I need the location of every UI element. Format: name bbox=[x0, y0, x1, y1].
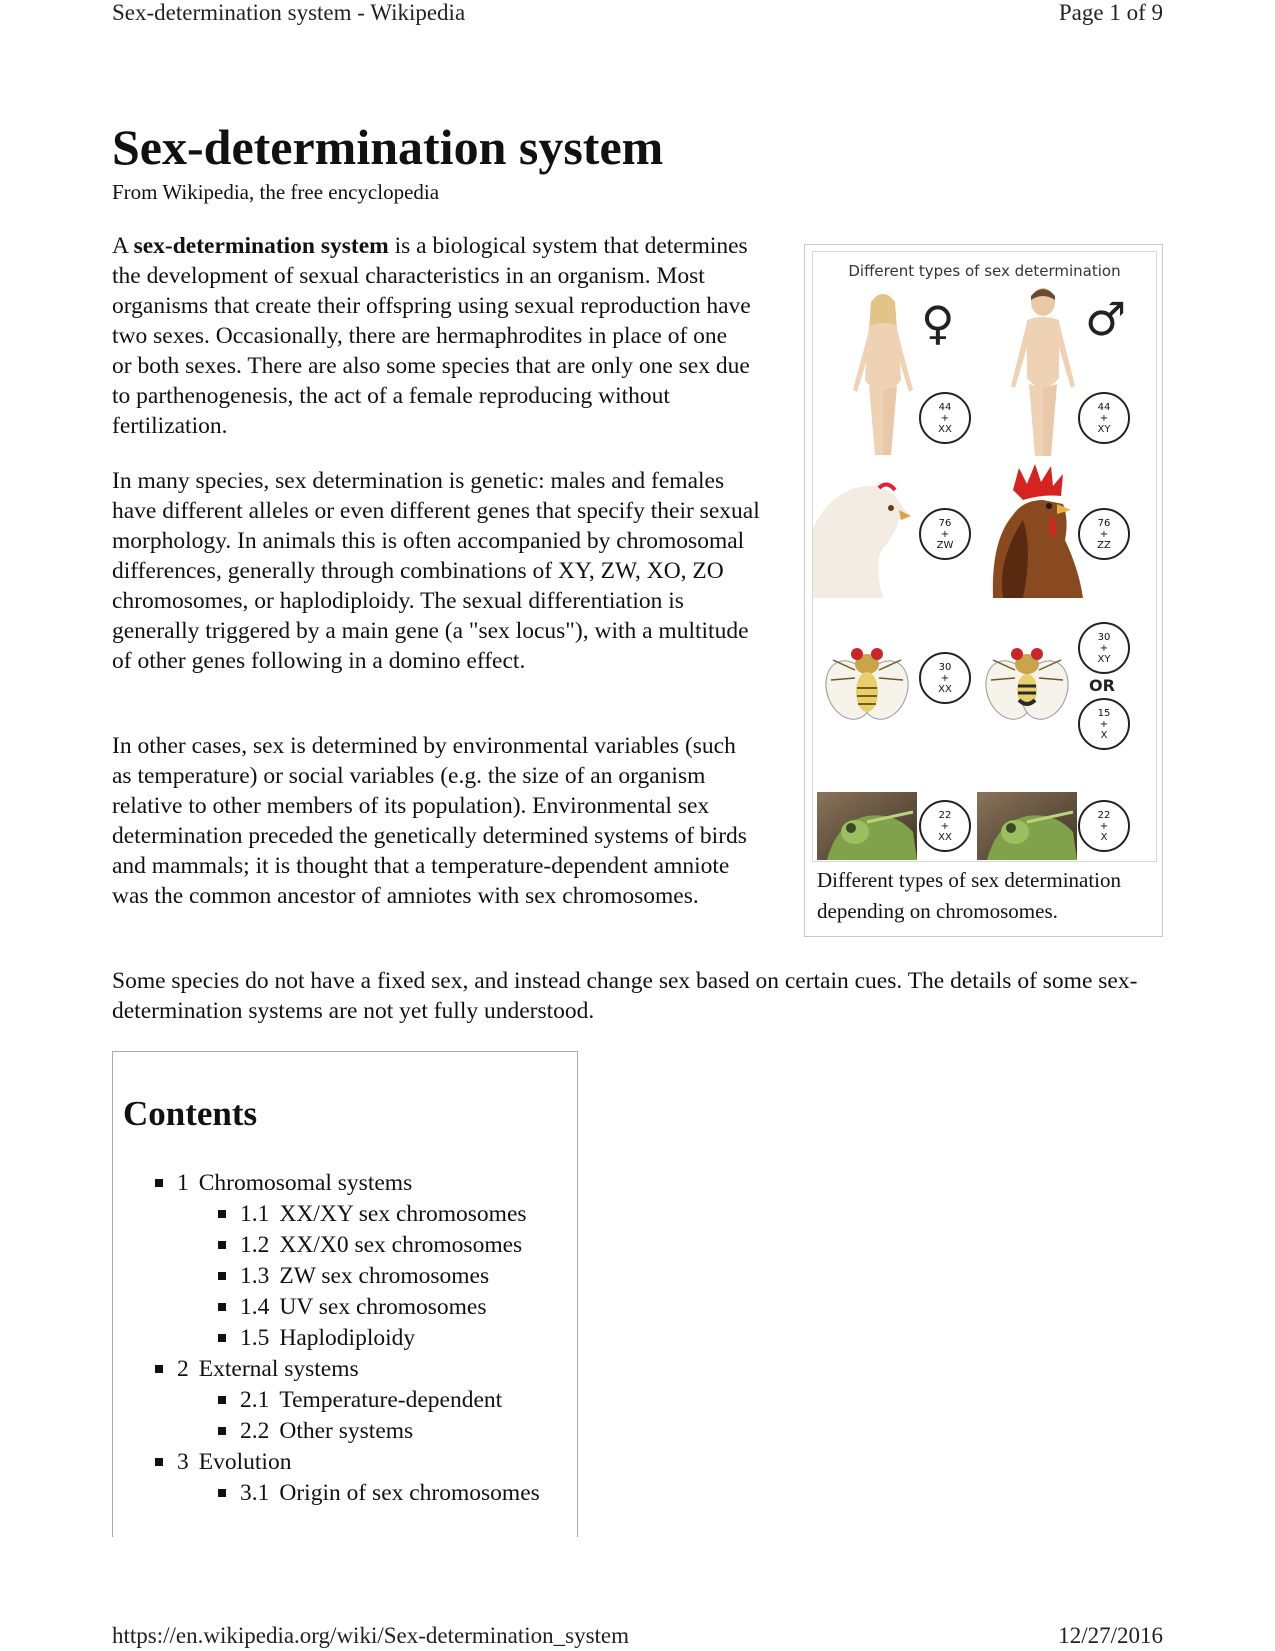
bullet-icon bbox=[218, 1396, 226, 1404]
bullet-icon bbox=[218, 1427, 226, 1435]
male-grasshopper-photo bbox=[977, 792, 1077, 860]
bullet-icon bbox=[155, 1365, 163, 1373]
intro-paragraph-2: In many species, sex determination is genetic: males and females have different alleles or even different genes that specify their sexual morphology. In animals this is often accompanied by chromosomal differences, generally through combinations of XY, ZW, XO, ZO chromosomes, or haplodiploidy. The sexual differentiation is generally triggered by a main gene (a "sex locus"), with a multitude of other genes following in a domino effect. bbox=[112, 468, 760, 674]
hen-badge bbox=[919, 508, 971, 560]
toc-item[interactable] bbox=[218, 1387, 502, 1414]
badge-chromosomes: X bbox=[1100, 729, 1108, 741]
intro-paragraph-1 bbox=[112, 231, 752, 441]
badge-plus: + bbox=[940, 528, 950, 540]
badge-plus: + bbox=[1099, 412, 1109, 424]
page-title: Sex-determination system bbox=[112, 119, 664, 175]
intro-paragraph-4: Some species do not have a fixed sex, and instead change sex based on certain cues. The details of some sex-determination systems are not yet fully understood. bbox=[112, 968, 1138, 1024]
badge-chromosomes: ZW bbox=[936, 539, 954, 551]
badge-chromosomes: XY bbox=[1097, 423, 1111, 435]
badge-plus: + bbox=[1099, 642, 1109, 654]
badge-value: 22 bbox=[1097, 809, 1111, 821]
toc-item[interactable] bbox=[155, 1356, 359, 1383]
figure-caption: Different types of sex determination depending on chromosomes. bbox=[817, 868, 1122, 923]
bullet-icon bbox=[218, 1489, 226, 1497]
human-female-badge bbox=[919, 392, 971, 444]
toc-label: ZW sex chromosomes bbox=[279, 1263, 490, 1289]
female-grasshopper-badge bbox=[919, 800, 971, 852]
badge-plus: + bbox=[940, 412, 950, 424]
male-fly-badge-x bbox=[1078, 698, 1130, 750]
badge-value: 15 bbox=[1097, 707, 1111, 719]
toc-label: UV sex chromosomes bbox=[279, 1294, 487, 1320]
tagline: From Wikipedia, the free encyclopedia bbox=[112, 180, 440, 204]
toc-label: External systems bbox=[198, 1356, 359, 1382]
badge-chromosomes: XX bbox=[938, 831, 952, 843]
badge-value: 76 bbox=[938, 517, 952, 529]
badge-plus: + bbox=[1099, 718, 1109, 730]
badge-chromosomes: XX bbox=[938, 423, 952, 435]
toc-number: 1.2 bbox=[240, 1232, 270, 1258]
table-of-contents bbox=[112, 1051, 578, 1537]
badge-plus: + bbox=[940, 820, 950, 832]
toc-number: 1 bbox=[177, 1170, 189, 1196]
p1-rest: is a biological system that determines the development of sexual characteristics in an organism. Most organisms that create their offspring using sexual reproduction have two sexes. Occasionally, there are hermaphrodites in place of one or both sexes. There are also some species that are only one sex due to parthenogenesis, the act of a female reproducing without fertilization. bbox=[112, 233, 751, 439]
badge-plus: + bbox=[1099, 820, 1109, 832]
badge-value: 30 bbox=[1097, 631, 1111, 643]
female-symbol-icon: ♀ bbox=[921, 296, 955, 350]
badge-value: 44 bbox=[1097, 401, 1111, 413]
toc-number: 1.5 bbox=[240, 1325, 270, 1351]
bullet-icon bbox=[155, 1179, 163, 1187]
badge-value: 44 bbox=[938, 401, 952, 413]
toc-item[interactable] bbox=[218, 1232, 522, 1259]
toc-item[interactable] bbox=[155, 1170, 412, 1197]
sex-determination-figure[interactable] bbox=[812, 251, 1157, 862]
female-fruit-fly-illustration bbox=[819, 630, 915, 730]
hen-illustration bbox=[813, 468, 913, 598]
female-grasshopper-photo bbox=[817, 792, 917, 860]
toc-number: 1.3 bbox=[240, 1263, 270, 1289]
bullet-icon bbox=[155, 1458, 163, 1466]
print-header-title: Sex-determination system - Wikipedia bbox=[112, 0, 466, 25]
p1-prefix: A bbox=[112, 233, 134, 259]
toc-item[interactable] bbox=[218, 1294, 487, 1321]
toc-number: 1.4 bbox=[240, 1294, 270, 1320]
badge-plus: + bbox=[1099, 528, 1109, 540]
figure-thumbnail bbox=[804, 244, 1163, 937]
toc-number: 3 bbox=[177, 1449, 189, 1475]
print-footer-date: 12/27/2016 bbox=[1058, 1623, 1163, 1648]
badge-value: 30 bbox=[938, 661, 952, 673]
rooster-badge bbox=[1078, 508, 1130, 560]
badge-value: 22 bbox=[938, 809, 952, 821]
toc-label: Other systems bbox=[279, 1418, 414, 1444]
toc-label: Temperature-dependent bbox=[279, 1387, 503, 1413]
toc-item[interactable] bbox=[218, 1418, 413, 1445]
toc-item[interactable] bbox=[218, 1325, 415, 1352]
toc-item[interactable] bbox=[218, 1201, 527, 1228]
badge-chromosomes: XY bbox=[1097, 653, 1111, 665]
male-fly-badge-xy bbox=[1078, 622, 1130, 674]
badge-chromosomes: ZZ bbox=[1097, 539, 1111, 551]
toc-item[interactable] bbox=[155, 1449, 291, 1476]
toc-item[interactable] bbox=[218, 1480, 540, 1507]
toc-number: 2.1 bbox=[240, 1387, 270, 1413]
bullet-icon bbox=[218, 1272, 226, 1280]
rooster-illustration bbox=[983, 460, 1093, 598]
toc-item[interactable] bbox=[218, 1263, 489, 1290]
toc-number: 2.2 bbox=[240, 1418, 270, 1444]
bullet-icon bbox=[218, 1334, 226, 1342]
toc-label: XX/X0 sex chromosomes bbox=[279, 1232, 523, 1258]
toc-number: 2 bbox=[177, 1356, 189, 1382]
p1-bold-term: sex-determination system bbox=[133, 233, 389, 259]
badge-chromosomes: XX bbox=[938, 683, 952, 695]
toc-label: Haplodiploidy bbox=[279, 1325, 416, 1351]
toc-label: Evolution bbox=[198, 1449, 292, 1475]
badge-chromosomes: X bbox=[1100, 831, 1108, 843]
bullet-icon bbox=[218, 1303, 226, 1311]
toc-label: XX/XY sex chromosomes bbox=[279, 1201, 527, 1227]
toc-label: Origin of sex chromosomes bbox=[279, 1480, 540, 1506]
toc-number: 3.1 bbox=[240, 1480, 270, 1506]
toc-heading: Contents bbox=[123, 1094, 258, 1133]
print-header-page: Page 1 of 9 bbox=[1058, 0, 1163, 25]
or-label: OR bbox=[1089, 676, 1115, 695]
female-human-illustration bbox=[843, 290, 923, 460]
male-fruit-fly-illustration bbox=[979, 630, 1075, 730]
intro-paragraph-3: In other cases, sex is determined by environmental variables (such as temperature) or social variables (e.g. the size of an organism relative to other members of its population). Environmental sex determination preceded the genetically determined systems of birds and mammals; it is thought that a temperature-dependent amniote was the common ancestor of amniotes with sex chromosomes. bbox=[112, 733, 747, 909]
male-human-illustration bbox=[1003, 286, 1083, 461]
toc-label: Chromosomal systems bbox=[198, 1170, 413, 1196]
badge-value: 76 bbox=[1097, 517, 1111, 529]
female-fly-badge bbox=[919, 652, 971, 704]
human-male-badge bbox=[1078, 392, 1130, 444]
bullet-icon bbox=[218, 1210, 226, 1218]
toc-number: 1.1 bbox=[240, 1201, 270, 1227]
badge-plus: + bbox=[940, 672, 950, 684]
male-grasshopper-badge bbox=[1078, 800, 1130, 852]
male-symbol-icon: ♂ bbox=[1085, 292, 1127, 346]
print-footer-url: https://en.wikipedia.org/wiki/Sex-determination_system bbox=[112, 1623, 630, 1648]
figure-title: Different types of sex determination bbox=[848, 262, 1121, 280]
bullet-icon bbox=[218, 1241, 226, 1249]
